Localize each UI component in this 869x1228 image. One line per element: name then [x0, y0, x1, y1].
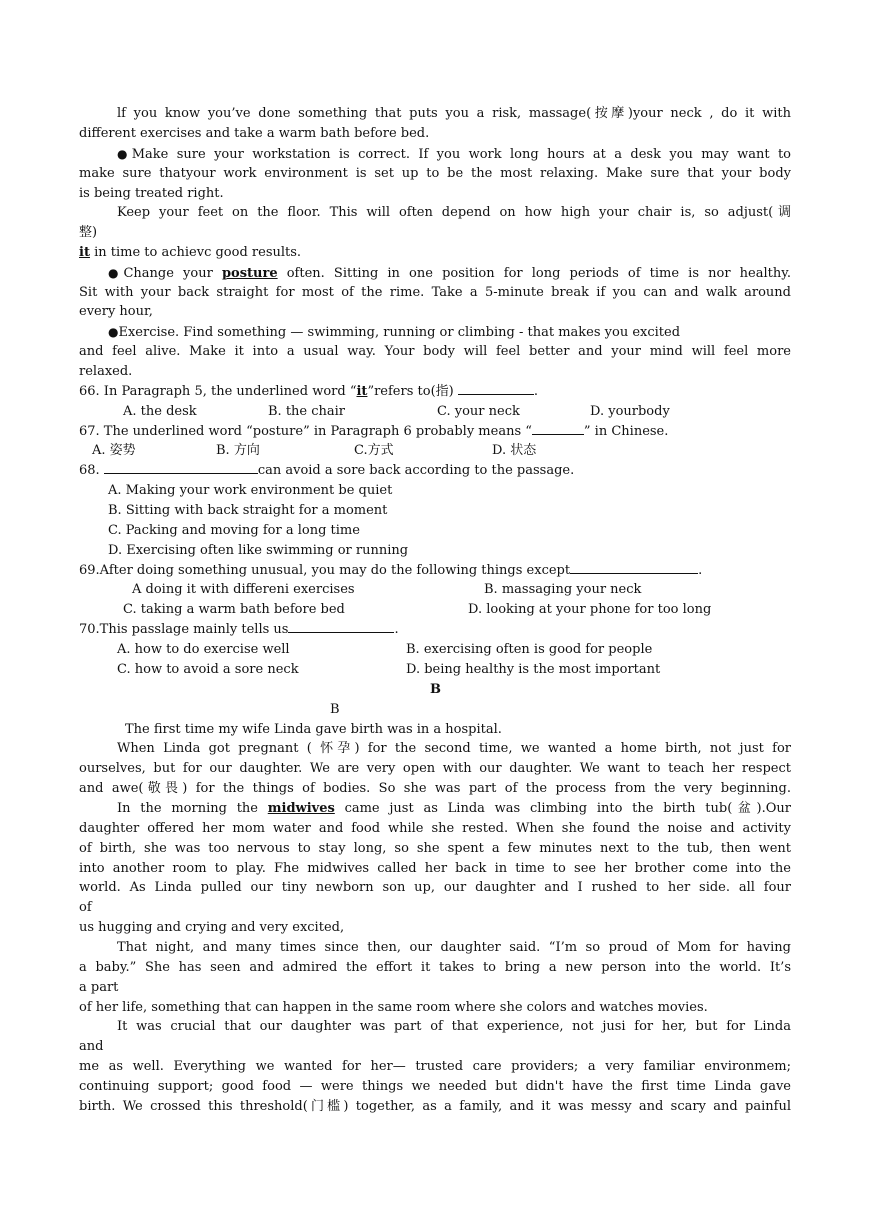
passage-b-line: daughter offered her mom water and food while she rested. When she found the noise and activity — [79, 821, 791, 836]
option-d: D. being healthy is the most important — [406, 662, 661, 677]
passage-b-line: It was crucial that our daughter was part of that experience, not jusi for her, but for Linda — [117, 1019, 791, 1034]
passage-b-line: a baby.” She has seen and admired the effort it takes to bring a new person into the world. It’s — [79, 960, 791, 975]
option-a: A. Making your work environment be quiet — [108, 483, 393, 498]
option-c: C. how to avoid a sore neck — [117, 662, 299, 677]
passage-b-line: a part — [79, 980, 119, 995]
passage-a-line: is being treated right. — [79, 186, 224, 201]
option-b: B. 方向 — [216, 443, 260, 458]
passage-a-line: 整) — [79, 225, 98, 240]
option-c: C. your neck — [437, 404, 520, 419]
underlined-word-posture: posture — [221, 266, 278, 281]
passage-b-line: and awe(敬畏) for the things of bodies. So she was part of the process from the very beginning. — [79, 781, 791, 796]
passage-a-bullet-line: ●Exercise. Find something — swimming, running or climbing - that makes you excited — [108, 325, 681, 340]
passage-b-line: me as well. Everything we wanted for her— trusted care providers; a very familiar environmem; — [79, 1059, 791, 1074]
passage-a-line: every hour, — [79, 304, 153, 319]
passage-a-line: lf you know you’ve done something that puts you a risk, massage(按摩)your neck , do it with — [117, 106, 791, 121]
option-a: A. 姿势 — [92, 443, 136, 458]
passage-a-bullet-line: ●Make sure your workstation is correct. If you work long hours at a desk you may want to — [117, 147, 791, 162]
passage-b-line: In the morning the midwives came just as Linda was climbing into the birth tub(盆).Our — [117, 801, 791, 816]
option-c: C. taking a warm bath before bed — [123, 602, 345, 617]
passage-b-line: us hugging and crying and very excited, — [79, 920, 345, 935]
passage-b-line: continuing support; good food — were things we needed but didn't have the first time Linda gave — [79, 1079, 791, 1094]
option-b: B. Sitting with back straight for a moment — [108, 503, 388, 518]
question-66: 66. In Paragraph 5, the underlined word “it”refers to(指) . — [79, 384, 538, 399]
question-67: 67. The underlined word “posture” in Paragraph 6 probably means “ ” in Chinese. — [79, 424, 669, 439]
underlined-word-it: it — [79, 245, 90, 260]
bullet-icon: ● — [108, 325, 119, 339]
passage-a-line: Sit with your back straight for most of the rime. Take a 5-minute break if you can and walk around — [79, 285, 791, 300]
option-d: D. Exercising often like swimming or running — [108, 543, 409, 558]
option-c: C.方式 — [354, 443, 394, 458]
passage-b-line: The first time my wife Linda gave birth was in a hospital. — [125, 722, 502, 737]
passage-b-line: of her life, something that can happen in the same room where she colors and watches movies. — [79, 1000, 708, 1015]
section-heading: B — [430, 682, 441, 697]
passage-b-line: and — [79, 1039, 104, 1054]
option-a: A. the desk — [123, 404, 197, 419]
passage-a-line: Keep your feet on the floor. This will often depend on how high your chair is, so adjust(调 — [117, 205, 791, 220]
option-a: A. how to do exercise well — [117, 642, 290, 657]
passage-a-line: it in time to achievc good results. — [79, 245, 302, 260]
passage-b-line: birth. We crossed this threshold(门槛) together, as a family, and it was messy and scary and painful — [79, 1099, 791, 1114]
bullet-icon: ● — [117, 147, 132, 161]
underlined-word-midwives: midwives — [267, 801, 335, 816]
answer-blank[interactable] — [570, 561, 698, 574]
section-heading-plain: B — [330, 702, 340, 717]
passage-b-line: of birth, she was too nervous to stay long, so she spent a few minutes next to the tub, then went — [79, 841, 791, 856]
question-68: 68. can avoid a sore back according to the passage. — [79, 463, 575, 478]
passage-b-line: When Linda got pregnant ( 怀孕) for the second time, we wanted a home birth, not just for — [117, 741, 791, 756]
option-d: D. yourbody — [590, 404, 670, 419]
option-b: B. exercising often is good for people — [406, 642, 653, 657]
option-d: D. 状态 — [492, 443, 537, 458]
passage-b-line: That night, and many times since then, our daughter said. “I’m so proud of Mom for having — [117, 940, 791, 955]
option-d: D. looking at your phone for too long — [468, 602, 712, 617]
bullet-icon: ● — [108, 266, 124, 280]
passage-b-line: ourselves, but for our daughter. We are very open with our daughter. We want to teach her respect — [79, 761, 791, 776]
passage-a-line: and feel alive. Make it into a usual way. Your body will feel better and your mind will feel more — [79, 344, 791, 359]
answer-blank[interactable] — [104, 461, 258, 474]
question-69: 69.After doing something unusual, you may do the following things except . — [79, 563, 703, 578]
question-70: 70.This passlage mainly tells us . — [79, 622, 399, 637]
answer-blank[interactable] — [532, 422, 584, 435]
passage-a-bullet-line: ●Change your posture often. Sitting in one position for long periods of time is nor healthy. — [108, 266, 791, 281]
answer-blank[interactable] — [288, 620, 394, 633]
passage-a-line: different exercises and take a warm bath before bed. — [79, 126, 430, 141]
option-a: A doing it with differeni exercises — [132, 582, 355, 597]
passage-a-line: make sure thatyour work environment is set up to be the most relaxing. Make sure that your body — [79, 166, 791, 181]
passage-b-line: world. As Linda pulled our tiny newborn son up, our daughter and I rushed to her side. all four — [79, 880, 791, 895]
option-b: B. massaging your neck — [484, 582, 642, 597]
underlined-word-it: it — [356, 384, 368, 399]
passage-b-line: of — [79, 900, 92, 915]
option-c: C. Packing and moving for a long time — [108, 523, 360, 538]
option-b: B. the chair — [268, 404, 346, 419]
passage-b-line: into another room to play. Fhe midwives called her back in time to see her brother come into the — [79, 861, 791, 876]
passage-a-line: relaxed. — [79, 364, 133, 379]
answer-blank[interactable] — [458, 382, 534, 395]
